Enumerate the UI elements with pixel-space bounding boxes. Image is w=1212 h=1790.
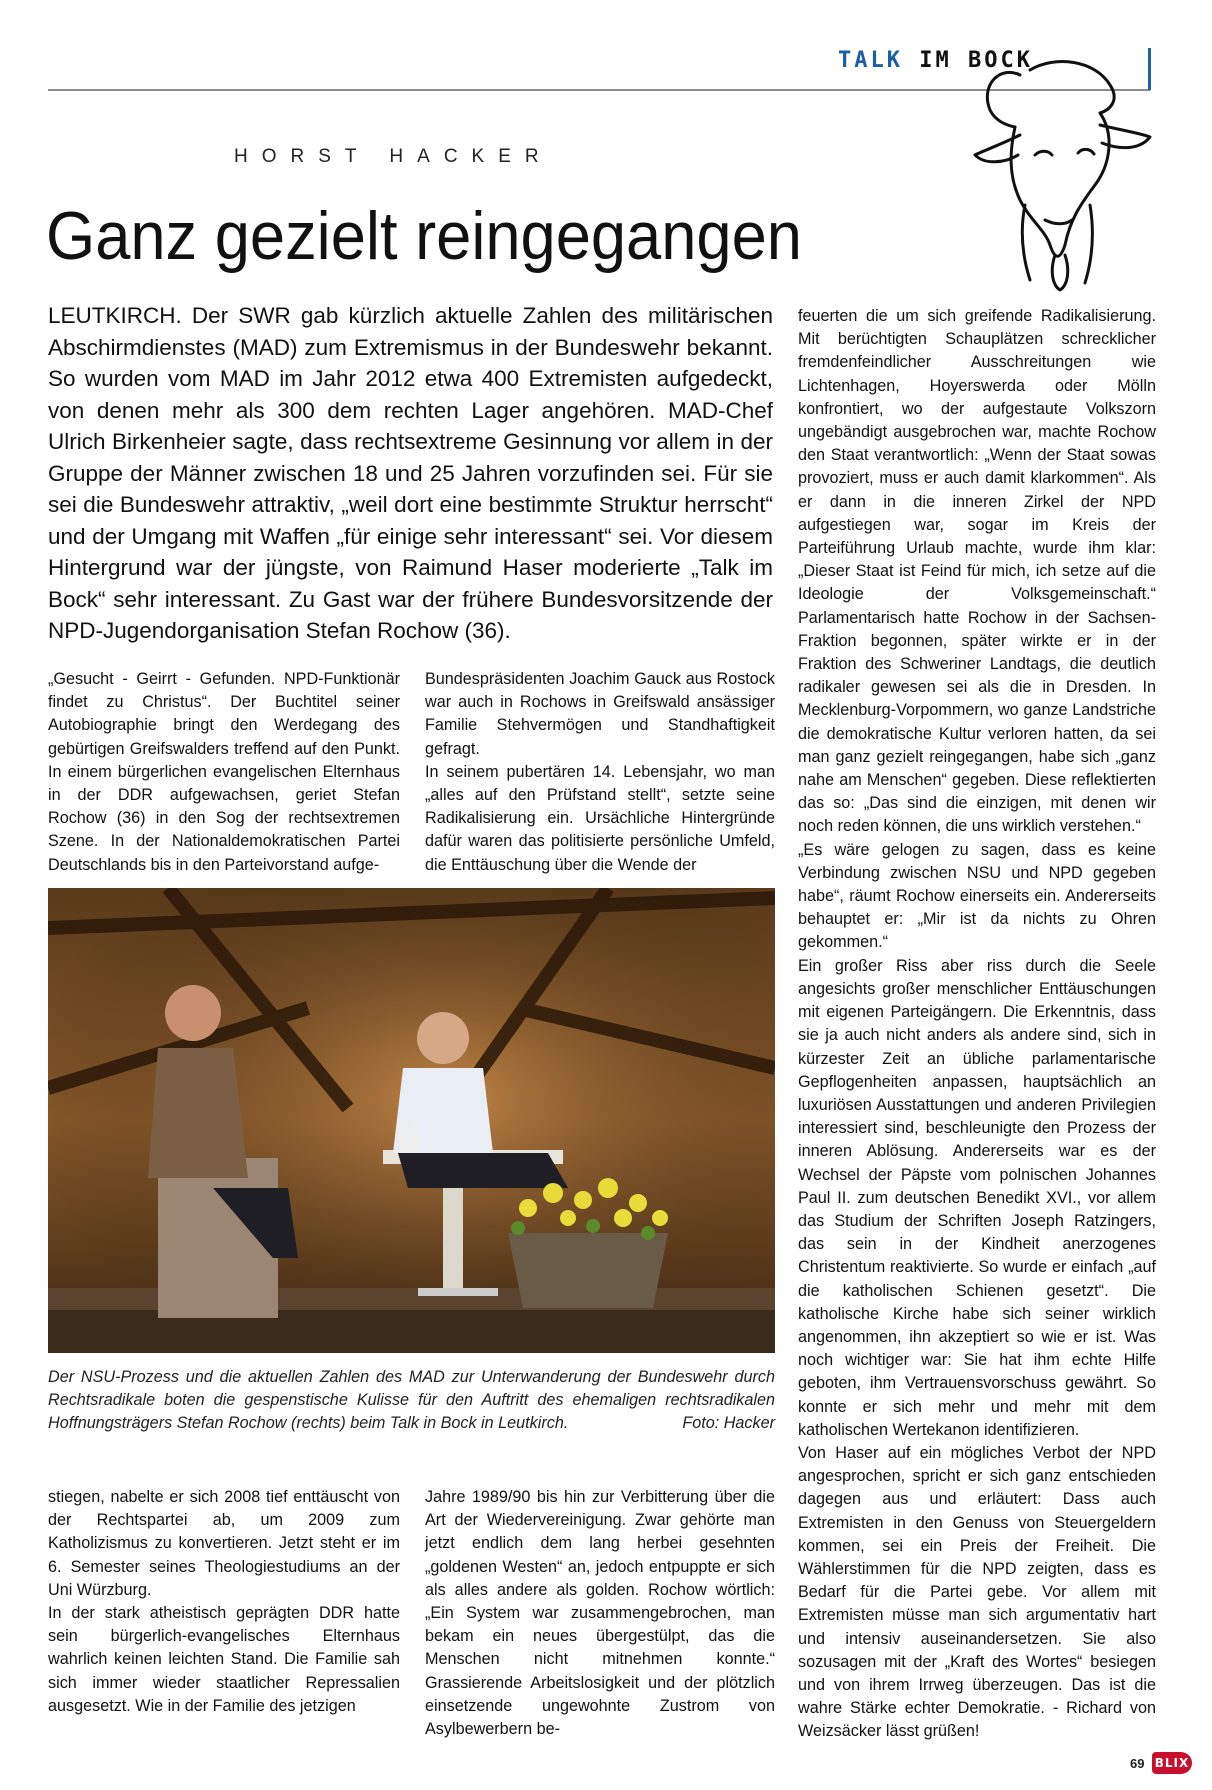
paragraph: Von Haser auf ein mögliches Verbot der NPD angesprochen, spricht er sich ganz entschieden dagegen aus und erläutert: Dass auch Extremisten in den Genuss von Steuergeldern kommen, sei ein Preis der Freiheit. Die Wählerstimmen für die NPD zeigten, dass es Bedarf für die Partei gebe. Vor allem mit Extremisten müsse man sich argumentativ hart und intensiv auseinandersetzen. Sie also sozusagen mit der „Kraft des Wortes“ besiegen und von ihrem Irrweg überzeugen. Das ist die wahre Stärke echter Demokratie. - Richard von Weizsäcker lässt grüßen! <box>798 1443 1156 1741</box>
author-name: HORST HACKER <box>234 146 553 167</box>
lead-paragraph: LEUTKIRCH. Der SWR gab kürzlich aktuelle Zahlen des militärischen Abschirmdienstes (MAD) zum Extremismus in der Bundeswehr bekannt. So wurden vom MAD im Jahr 2012 etwa 400 Extremisten aufgedeckt, von denen mehr als 300 dem rechten Lager angehören. MAD-Chef Ulrich Birkenheier sagte, dass rechtsextreme Gesinnung vor allem in der Gruppe der Männer zwischen 18 und 25 Jahren vorzufinden sei. Für sie sei die Bundeswehr attraktiv, „weil dort eine bestimmte Struktur herrscht“ und der Umgang mit Waffen „für einige sehr interessant“ sei. Vor diesem Hintergrund war der jüngste, von Raimund Haser moderierte „Talk im Bock“ sehr interessant. Zu Gast war der frühere Bundesvorsitzende der NPD-Jugendorganisation Stefan Rochow (36). <box>48 303 773 643</box>
page-number: 69 <box>1130 1756 1145 1771</box>
headline: Ganz gezielt reingegangen <box>46 198 802 274</box>
paragraph: Ein großer Riss aber riss durch die Seele angesichts großer menschlicher Enttäuschungen mit eigenen Parteigängern. Die Erkenntnis, dass sie ja auch nicht anders als andere sind, sich in kürzester Zeit an übliche parlamentarische Gepflogenheiten anpassen, hauptsächlich an luxuriösen Ausstattungen und anderen Privilegien interessiert sind, beschleunigte den Prozess der inneren Ablösung. Andererseits war es der Wechsel der Päpste vom polnischen Johannes Paul II. zum deutschen Benedikt XVI., vor allem das Studium der Schriften Joseph Ratzingers, das sein in der Kindheit anerzogenes Christentum reaktivierte. So wurde er einfach „auf die katholischen Schienen gesetzt“. Die katholische Kirche habe sich seiner wirklich angenommen, ihn akzeptiert so wie er ist. Was noch wichtiger war: Sie hat ihm echte Hilfe geboten, ihm Vertrauensvorschuss gewährt. So konnte er sich mehr und mehr mit dem katholischen Wertekanon identifizieren. <box>798 956 1156 1439</box>
paragraph: In seinem pubertären 14. Lebensjahr, wo man „alles auf den Prüfstand stellt“, setzte seine Radikalisierung ein. Ursächliche Hintergründe dafür waren das politisierte persönliche Umfeld, die Enttäuschung über die Wende der <box>425 762 775 874</box>
paragraph: Bundespräsidenten Joachim Gauck aus Rostock war auch in Rochows in Greifswald ansässiger Familie Stehvermögen und Standhaftigkeit gefragt. <box>425 670 775 758</box>
photo-caption <box>48 1366 775 1435</box>
body-column-3 <box>798 305 1156 1744</box>
paragraph: „Es wäre gelogen zu sagen, dass es keine Verbindung zwischen NSU und NPD gegeben habe“, räumt Rochow einerseits ein. Andererseits behauptet er: „Mir ist da nichts zu Ohren gekommen.“ <box>798 840 1156 952</box>
body-column-4 <box>48 1486 400 1718</box>
paragraph: feuerten die um sich greifende Radikalisierung. Mit berüchtigten Schauplätzen schrecklicher fremdenfeindlicher Ausschreitungen wie Lichtenhagen, Hoyerswerda oder Mölln konfrontiert, wo der aufgestaute Volkszorn ungebändigt ausgebrochen war, machte Rochow den Staat verantwortlich: „Wenn der Staat sowas provoziert, muss er auch damit klarkommen“. Als er dann in die inneren Zirkel der NPD aufgestiegen war, sogar im Kreis der Parteiführung Urlaub machte, wurde ihm klar: „Dieser Staat ist Feind für mich, ich setze auf die Ideologie der Volksgemeinschaft.“ Parlamentarisch hatte Rochow in der Sachsen-Fraktion begonnen, später wirkte er in der Fraktion des Schweriner Landtags, die deutlich radikaler gewesen sei als die in Dresden. In Mecklenburg-Vorpommern, wo ganze Landstriche die demokratische Kultur verloren hatten, da sei man ganz gezielt reingegangen, habe sich „ganz nahe am Menschen“ gegeben. Diese reflektierten das so: „Das sind die einzigen, mit denen wir noch reden können, die uns wirklich verstehen.“ <box>798 307 1156 836</box>
paragraph: In der stark atheistisch geprägten DDR hatte sein bürgerlich-evangelisches Elternhaus wahrlich keinen leichten Stand. Die Familie sah sich immer wieder staatlicher Repressalien ausgesetzt. Wie in der Familie des jetzigen <box>48 1604 400 1715</box>
series-title-part1: TALK <box>838 48 903 73</box>
goat-head-icon <box>960 55 1160 295</box>
body-column-5 <box>425 1486 775 1741</box>
body-column-2 <box>425 668 775 877</box>
magazine-logo: BLIX <box>1152 1752 1192 1774</box>
article-photo <box>48 888 775 1353</box>
paragraph: „Gesucht - Geirrt - Gefunden. NPD-Funktionär findet zu Christus“. Der Buchtitel seiner Autobiographie bringt den Werdegang des gebürtigen Greifswalders treffend auf den Punkt. In einem bürgerlichen evangelischen Elternhaus in der DDR aufgewachsen, geriet Stefan Rochow (36) in den Sog der rechtsextremen Szene. In der Nationaldemokratischen Partei Deutschlands bis in den Parteivorstand aufge- <box>48 670 400 874</box>
body-column-1 <box>48 668 400 877</box>
paragraph: Jahre 1989/90 bis hin zur Verbitterung über die Art der Wiedervereinigung. Zwar gehörte man jetzt endlich dem lang herbei gesehnten „goldenen Westen“ an, jedoch entpuppte er sich als alles andere als golden. Rochow wörtlich: „Ein System war zusammengebrochen, man bekam ein neues übergestülpt, das die Menschen nicht mitnehmen konnte.“ Grassierende Arbeitslosigkeit und der plötzlich einsetzende ungewohnte Zustrom von Asylbewerbern be- <box>425 1488 775 1739</box>
series-title-part2: IM BOCK <box>919 48 1033 73</box>
photo-credit: Foto: Hacker <box>682 1414 775 1432</box>
paragraph: stiegen, nabelte er sich 2008 tief enttäuscht von der Rechtspartei ab, um 2009 zum Katholizismus zu konvertieren. Jetzt steht er im 6. Semester seines Theologiestudiums an der Uni Würzburg. <box>48 1488 400 1599</box>
caption-text: Der NSU-Prozess und die aktuellen Zahlen des MAD zur Unterwanderung der Bundeswehr durch Rechtsradikale boten die gespenstische Kulisse für den Auftritt des ehemaligen rechtsradikalen Hoffnungsträgers Stefan Rochow (rechts) beim Talk in Bock in Leutkirch. <box>48 1368 775 1432</box>
